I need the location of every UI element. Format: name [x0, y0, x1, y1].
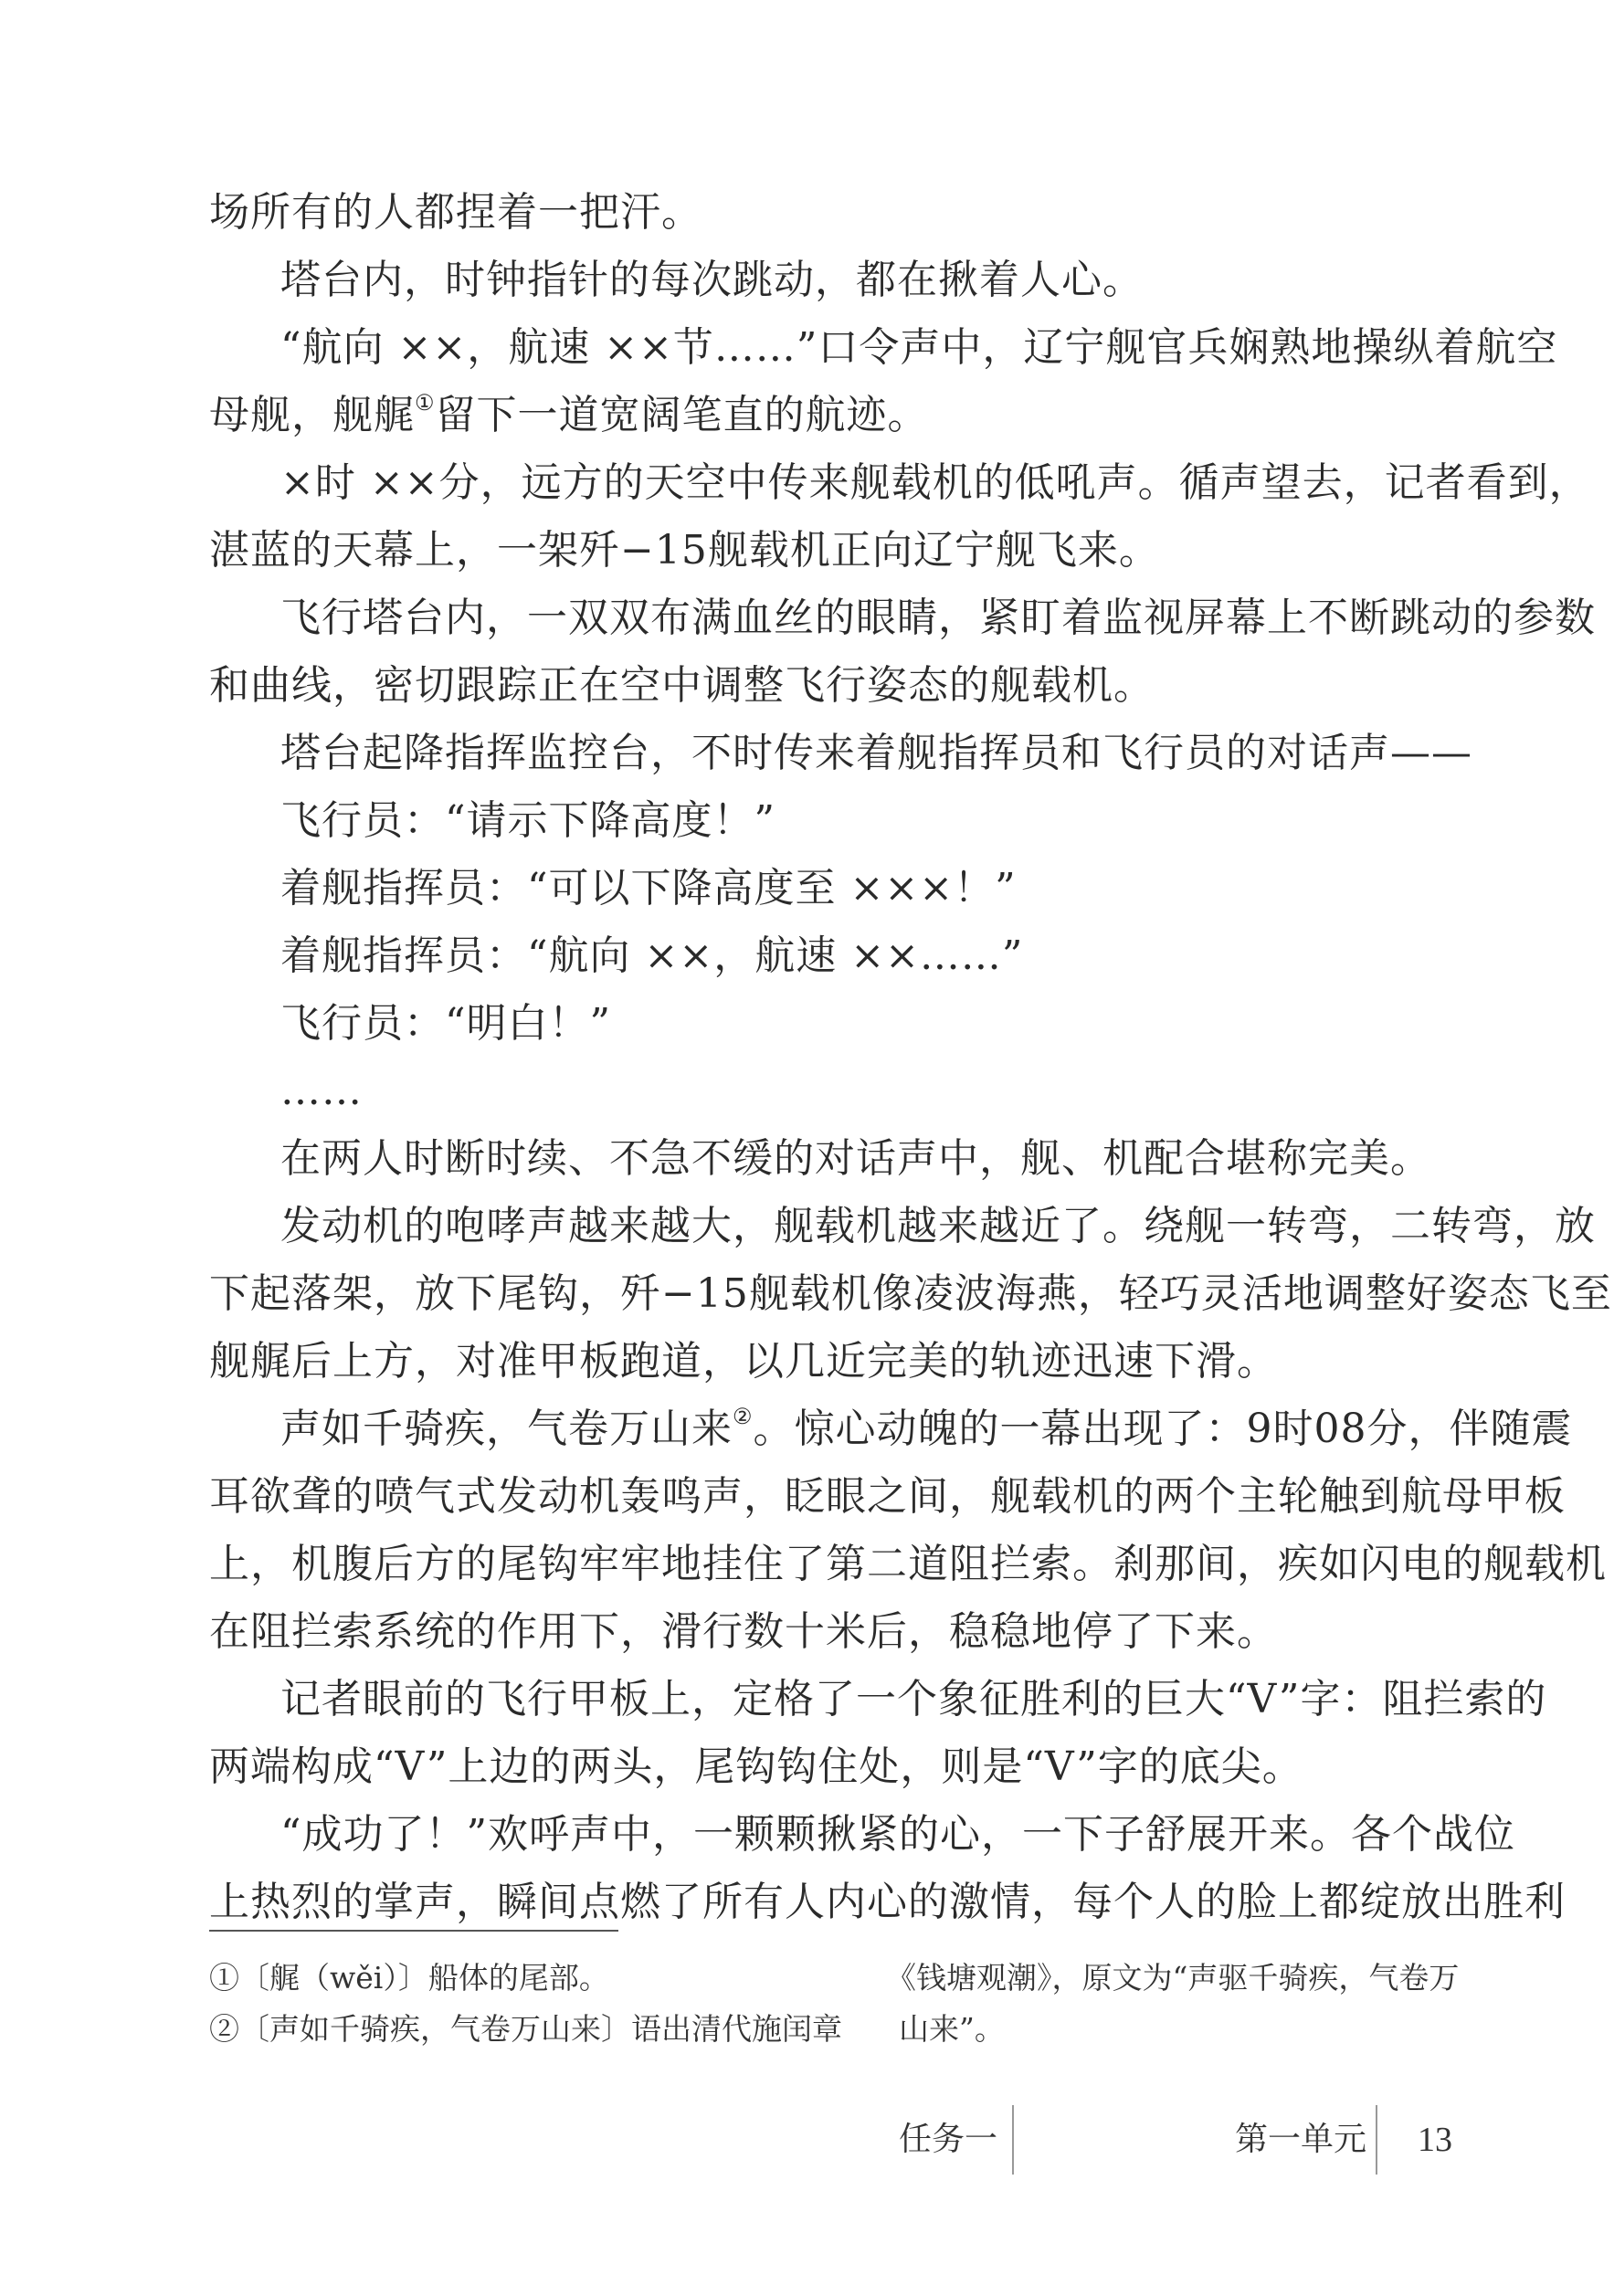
- footnote-2-continued: 《钱塘观潮》，原文为“声驱千骑疾，气卷万: [886, 1960, 1460, 1996]
- footer-unit-label: 第一单元: [1235, 2121, 1367, 2158]
- page-number: 13: [1418, 2121, 1452, 2159]
- text-line: 场所有的人都捏着一把汗。: [209, 189, 702, 236]
- dialogue-line: 着舰指挥员：“航向 ××，航速 ××……”: [280, 932, 1024, 979]
- text-fragment: 留下一道宽阔笔直的航迹。: [435, 392, 929, 438]
- footnote-1: ①〔艉（wěi）〕船体的尾部。: [209, 1960, 609, 1996]
- text-line: 塔台内，时钟指针的每次跳动，都在揪着人心。: [280, 257, 1144, 303]
- text-line: 塔台起降指挥监控台，不时传来着舰指挥员和飞行员的对话声——: [280, 730, 1472, 776]
- text-line: 和曲线，密切跟踪正在空中调整飞行姿态的舰载机。: [209, 662, 1155, 709]
- text-line: 在阻拦索系统的作用下，滑行数十米后，稳稳地停了下来。: [209, 1608, 1278, 1655]
- text-fragment: 母舰，舰艉: [209, 392, 415, 438]
- footer-divider: [1012, 2105, 1014, 2175]
- text-line: 舰艉后上方，对准甲板跑道，以几近完美的轨迹迅速下滑。: [209, 1338, 1278, 1385]
- text-fragment: 。惊心动魄的一幕出现了：9时08分，伴随震: [753, 1406, 1573, 1452]
- dialogue-line: 飞行员：“请示下降高度！”: [280, 797, 775, 844]
- text-line: 下起落架，放下尾钩，歼−15舰载机像凌波海燕，轻巧灵活地调整好姿态飞至: [209, 1270, 1612, 1317]
- text-line: “成功了！”欢呼声中，一颗颗揪紧的心，一下子舒展开来。各个战位: [280, 1811, 1515, 1858]
- text-line: [209, 1396, 1573, 1463]
- text-line: 飞行塔台内，一双双布满血丝的眼睛，紧盯着监视屏幕上不断跳动的参数: [280, 595, 1596, 641]
- text-fragment: 声如千骑疾，气卷万山来: [280, 1406, 733, 1452]
- dialogue-line: 着舰指挥员：“可以下降高度至 ×××！”: [280, 865, 1017, 911]
- footnote-ref-2: ②: [733, 1404, 754, 1429]
- text-line: 湛蓝的天幕上，一架歼−15舰载机正向辽宁舰飞来。: [209, 527, 1160, 574]
- text-line: “航向 ××，航速 ××节……”口令声中，辽宁舰官兵娴熟地操纵着航空: [280, 324, 1558, 371]
- footnote-2: ②〔声如千骑疾，气卷万山来〕语出清代施闰章: [209, 2011, 842, 2047]
- text-line: 在两人时断时续、不急不缓的对话声中，舰、机配合堪称完美。: [280, 1135, 1431, 1182]
- footnote-divider: [209, 1930, 618, 1932]
- text-line: ×时 ××分，远方的天空中传来舰载机的低吼声。循声望去，记者看到，: [280, 459, 1590, 506]
- text-line: 记者眼前的飞行甲板上，定格了一个象征胜利的巨大“V”字：阻拦索的: [280, 1676, 1547, 1722]
- dialogue-line: 飞行员：“明白！”: [280, 1000, 611, 1047]
- footer-divider: [1376, 2105, 1377, 2175]
- text-line: 发动机的咆哮声越来越大，舰载机越来越近了。绕舰一转弯，二转弯，放: [280, 1203, 1596, 1249]
- text-line: 上热烈的掌声，瞬间点燃了所有人内心的激情，每个人的脸上都绽放出胜利: [209, 1879, 1566, 1925]
- text-line: 耳欲聋的喷气式发动机轰鸣声，眨眼之间，舰载机的两个主轮触到航母甲板: [209, 1473, 1566, 1520]
- text-line: 两端构成“V”上边的两头，尾钩钩住处，则是“V”字的底尖。: [209, 1743, 1303, 1790]
- footnote-2-continued: 山来”。: [899, 2011, 1005, 2047]
- footnote-ref-1: ①: [415, 390, 436, 416]
- footer-task-label: 任务一: [899, 2121, 998, 2158]
- ellipsis-line: ……: [280, 1068, 363, 1114]
- text-line: 上，机腹后方的尾钩牢牢地挂住了第二道阻拦索。刹那间，疾如闪电的舰载机: [209, 1541, 1607, 1587]
- text-line: [209, 382, 1461, 449]
- body-text: [209, 179, 1612, 1936]
